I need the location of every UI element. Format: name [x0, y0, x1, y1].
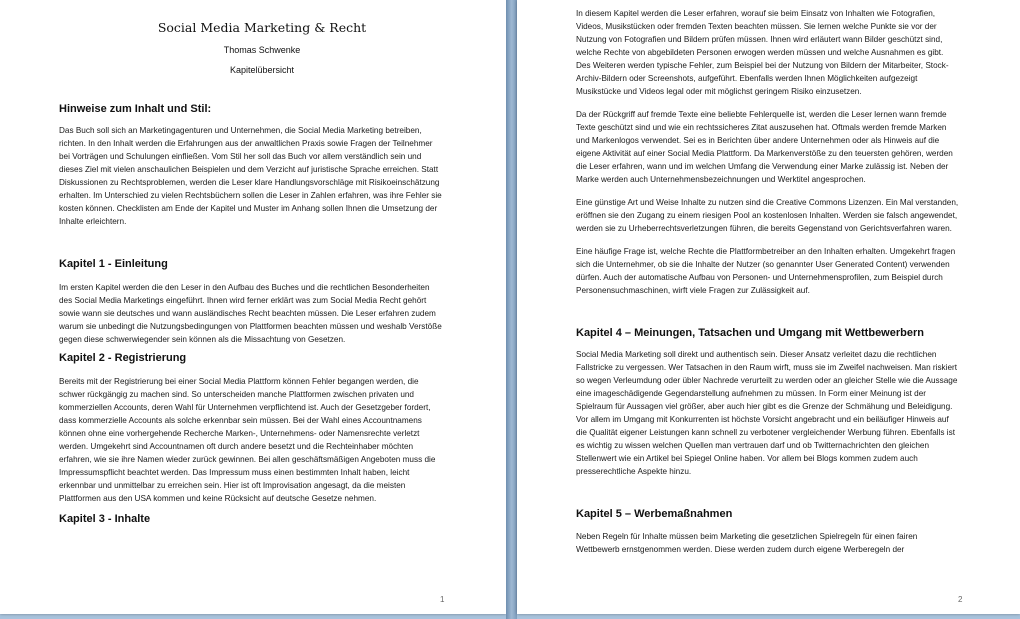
paragraph-kapitel-3-plattformrechte: Eine häufige Frage ist, welche Rechte die Plattformbetreiber an den Inhalten erhalten. Umgekehrt fragen sich die Unternehmer, ob sie die Inhalte der Nutzer (so genannter User Generated Content) verwenden dürfen. Auch der automatische Aufbau von Personen- und Unternehmensprofilen, zum Beispiel durch Personensuchmaschinen, wirft viele Fragen zur Zulässigkeit auf.	[576, 247, 956, 295]
section-heading-kapitel-5: Kapitel 5 – Werbemaßnahmen	[576, 508, 733, 520]
section-paragraph-kapitel-4: Social Media Marketing soll direkt und authentisch sein. Dieser Ansatz verleitet dazu die rechtlichen Fallstricke zu vergessen. Wer Tatsachen in den Raum wirft, muss sie im Zweifel nachweisen. Man riskiert so wegen Verleumdung oder übler Nachrede verurteilt zu werden oder an gleicher Stelle wie die Aussage eine imageschädigende Gegendarstellung aufnehmen zu müssen. In Form einer Meinung ist der Spielraum für Aussagen viel größer, aber auch hier gibt es die Grenze der Schmähung und Beleidigung. Vor allem im Umgang mit Konkurrenten ist höchste Vorsicht angebracht und ein beiläufiger Hinweis auf die Qualität eigener Leistungen kann schnell zu verbotener vergleichender Werbung führen. Ebenfalls ist es wichtig zu wissen welchen Quellen man vertrauen darf und ob Twitternachrichten den gleichen Stellenwert wie ein Artikel bei Spiegel Online haben. Vor allem bei Blogs kommen zudem auch presserechtliche Aspekte hinzu.	[576, 350, 958, 476]
section-heading-kapitel-4: Kapitel 4 – Meinungen, Tatsachen und Umgang mit Wettbewerbern	[576, 327, 924, 339]
section-paragraph-kapitel-1: Im ersten Kapitel werden die den Leser in den Aufbau des Buches und die rechtlichen Besonderheiten des Social Media Marketings eingeführt. Ihnen wird ferner erklärt was zum Social Media Recht gehört sowie wann sie deutsches und wann ausländisches Recht beachten müssen. Die Leser erfahren zudem warum sie unbedingt die Nutzungsbedingungen von Plattformen beachten müssen und weshalb Verstöße gegen diese schwerwiegender sein können als die Missachtung von Gesetzen.	[59, 283, 442, 344]
section-heading-hinweise: Hinweise zum Inhalt und Stil:	[59, 103, 212, 115]
section-heading-kapitel-3: Kapitel 3 - Inhalte	[59, 513, 151, 525]
title-block	[67, 0, 457, 75]
section-paragraph-kapitel-2: Bereits mit der Registrierung bei einer Social Media Plattform können Fehler begangen werden, die schwer rückgängig zu machen sind. So unterscheiden manche Plattformen zwischen privaten und kommerziellen Accounts, deren Wahl für Unternehmen verpflichtend ist. Auch der Gesetzgeber fordert, dass kommerzielle Accounts als solche erkennbar sein müssen. Bei der Wahl eines Accountnamens können ohne eine vorhergehende Recherche Marken-, Unternehmens- oder Namensrechte verletzt werden. Umgekehrt sind Accountnamen oft durch andere besetzt und die Rechteinhaber möchten erfahren, wie sie ihre Namen wieder zurück gewinnen. Bei allen geschäftsmäßigen Angeboten muss die Impressumspflicht beachtet werden. Das Impressum muss einen bestimmten Inhalt haben, leicht erkennbar und unmittelbar zu erreichen sein. Hier ist oft Improvisation angesagt, da die meisten Plattformen aus den USA kommen und keine Rücksicht auf deutsche Gesetze nehmen.	[59, 377, 436, 503]
paragraph-kapitel-3-bilder: In diesem Kapitel werden die Leser erfahren, worauf sie beim Einsatz von Inhalten wie Fotografien, Videos, Musikstücken oder fremden Texten beachten müssen. Sie lernen welche Punkte sie vor der Nutzung von Fotografien und Bildern prüfen müssen. Ihnen wird erläutert wann Bilder geschützt sind, welche Rechte von abgebildeten Personen erwogen werden müssen und welche Ausnahmen es gibt. Des Weiteren werden typische Fehler, zum Beispiel bei der Nutzung von Bildern der Mitarbeiter, Stock-Archiv-Bildern oder Screenshots, aufgeführt. Ebenfalls werden Ihnen Möglichkeiten aufgezeigt Musikstücke und Videos legal oder mit möglichst geringem Risiko einzusetzen.	[576, 9, 949, 96]
document-subtitle: Kapitelübersicht	[229, 65, 295, 75]
section-heading-kapitel-1: Kapitel 1 - Einleitung	[59, 258, 168, 270]
document-title: Social Media Marketing & Recht	[157, 20, 367, 35]
page-number: 1	[440, 595, 445, 604]
paragraph-kapitel-3-texte-marken: Da der Rückgriff auf fremde Texte eine beliebte Fehlerquelle ist, werden die Leser lernen wann fremde Texte geschützt sind und wie ein rechtssicheres Zitat auszusehen hat. Oftmals werden fremde Marken und Markenlogos verwendet. Sei es in Berichten über andere Unternehmen oder als Hinweis auf die eigene Aktivität auf einer Social Media Plattform. Da Markenverstöße zu den teuersten gehören, werden die Leser erfahren, wann und im welchen Umfang die Verwendung einer Marke zulässig ist. Neben der Marke werden auch Unternehmensbezeichnungen und Werktitel angesprochen.	[576, 110, 953, 184]
document-page-2[interactable]	[517, 0, 1020, 614]
section-paragraph-hinweise: Das Buch soll sich an Marketingagenturen und Unternehmen, die Social Media Marketing betreiben, richten. In den Inhalt werden die Erfahrungen aus der anwaltlichen Praxis sowie Fragen der Teilnehmer bei Vorträgen und Schulungen einfließen. Vom Stil her soll das Buch vor allem verständlich sein und dieses Ziel mit vielen anschaulichen Beispielen und dem Verzicht auf juristische Sprache erreichen. Statt Diskussionen zu Rechtsproblemen, werden die Leser klare Handlungsvorschläge mit Risikoeinschätzung erhalten. Im Unterschied zu vielen Rechtsbüchern sollen die Leser in Zahlen erfahren, was ihre Fehler sie kosten können. Checklisten am Ende der Kapitel und Muster im Anhang sollen Ihnen die Umsetzung der Inhalte erleichtern.	[59, 126, 442, 226]
section-paragraph-kapitel-5: Neben Regeln für Inhalte müssen beim Marketing die gesetzlichen Spielregeln für einen fairen Wettbewerb ernstgenommen werden. Diese werden zudem durch eigene Werberegeln der	[576, 532, 918, 554]
page-number: 2	[958, 595, 963, 604]
page-gutter	[506, 0, 517, 619]
document-author: Thomas Schwenke	[223, 45, 301, 55]
paragraph-kapitel-3-creative-commons: Eine günstige Art und Weise Inhalte zu nutzen sind die Creative Commons Lizenzen. Ein Mal verstanden, eröffnen sie den Zugang zu einem riesigen Pool an kostenlosen Inhalten. Werden sie falsch angewendet, werden sie zu Urheberrechtsverletzungen führen, die bereits Gegenstand von Gerichtsverfahren waren.	[576, 198, 959, 233]
document-page-1[interactable]	[0, 0, 506, 614]
section-heading-kapitel-2: Kapitel 2 - Registrierung	[59, 352, 187, 364]
